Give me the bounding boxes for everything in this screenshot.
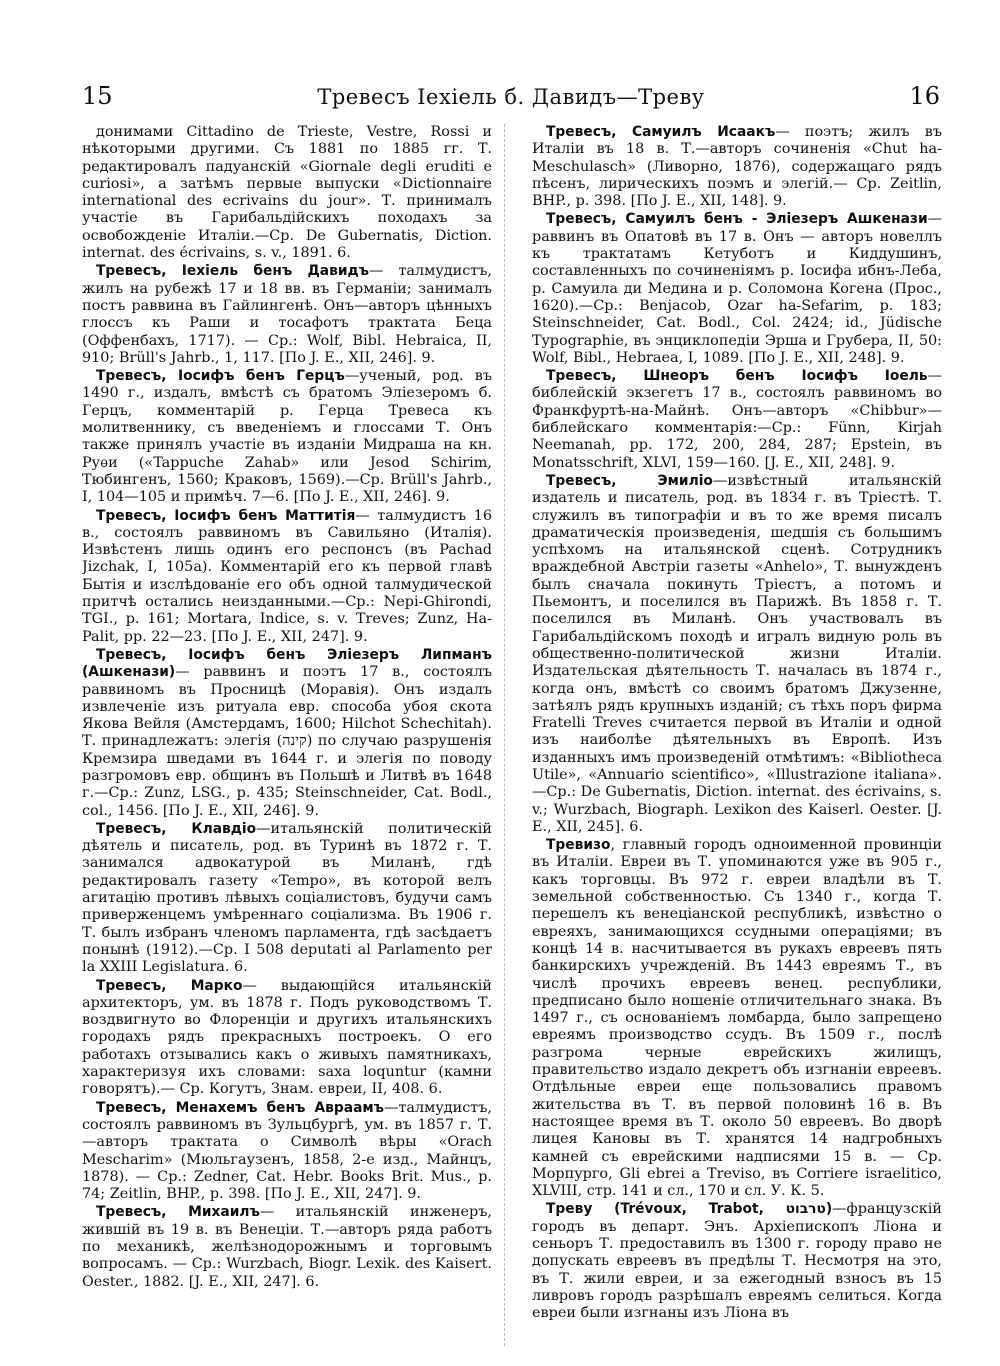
entry-body: —извѣстный итальянскій издатель и писатель, род. въ 1834 г. въ Тріестѣ. Т. служилъ въ типографіи и въ то же время писалъ драматическія произведенія, шедшія съ большимъ успѣхомъ на итальянской сценѣ. Сотрудникъ враждебной Австріи газеты «Anhelo», Т. вынужденъ былъ сначала покинуть Тріестъ, а потомъ и Пьемонтъ, и поселился въ Парижѣ. Въ 1858 г. Т. поселился въ Миланѣ. Онъ участвовалъ въ Гарибальдійскомъ походѣ и игралъ видную роль въ общественно-политической жизни Италіи. Издательская дѣятельность Т. началась въ 1874 г., когда онъ, вмѣстѣ со своимъ братомъ Джузенне, затѣялъ рядъ крупныхъ изданій; съ тѣхъ поръ фирма Fratelli Treves считается первой въ Италіи и одной изъ наиболѣе дѣятельныхъ въ Европѣ. Изъ изданныхъ имъ произведеній отмѣтимъ: «Bibliotheca Utile», «Annuario scientifico», «Illustrazione italiana».—Ср.: De Gubernatis, Diction. internat. des écrivains, s. v.; Wurzbach, Biograph. Lexikon des Kaiserl. Oester. [J. E., XII, 245]. 6.: [532, 472, 942, 835]
page-header: [82, 82, 940, 118]
entry: [82, 647, 492, 820]
entry: [532, 124, 942, 210]
entry-title: Тревесъ, Михаилъ: [96, 1204, 260, 1221]
entry: [532, 211, 942, 367]
entry-title: Тревесъ, Менахемъ бенъ Авраамъ: [96, 1099, 385, 1116]
entry-title: Тревесъ, Самуилъ бенъ - Эліезеръ Ашкенази: [546, 211, 928, 228]
entry-body: — раввинъ въ Опатовѣ въ 17 в. Онъ — авторъ новеллъ къ трактатамъ Кетуботъ и Киддушинъ, составленныхъ по сочиненіямъ р. Іосифа ибнъ-Леба, р. Самуила ди Медина и р. Соломона Когена (Прос., 1620).—Ср.: Benjacob, Ozar ha-Sefarim, p. 183; Steinschneider, Cat. Bodl., Col. 2424; id., Jüdische Typographie, въ энциклопедіи Эрша и Грубера, II, 50: Wolf, Bibl., Hebraea, I, 1089. [По J. E., XII, 248]. 9.: [532, 211, 942, 366]
entry-title: Тревесъ, Марко: [96, 977, 243, 994]
entry-body: — поэтъ; жилъ въ Италіи въ 18 в. Т.—авторъ сочиненія «Chut ha-Meschulasch» (Ливорно, 1876), содержащаго рядъ пѣсенъ, лирическихъ поэмъ и элегій.— Ср. Zeitlin, BHP., p. 398. [По J. E., XII, 148]. 9.: [532, 124, 942, 210]
entry-body: — библейскій экзегетъ 17 в., состоялъ раввиномъ во Франкфуртѣ-на-Майнѣ. Онъ—авторъ «Chibbur»—библейскаго комментарія:—Ср.: Fünn, Kirjah Neemanah, pp. 172, 200, 284, 287; Epstein, въ Monatsschrift, XLVI, 159—160. [J. E., XII, 248]. 9.: [532, 368, 942, 471]
entry-body: — раввинъ и поэтъ 17 в., состоялъ раввиномъ въ Просницѣ (Моравія). Онъ издалъ извлеченіе изъ ритуала евр. способа убоя скота Якова Вейля (Амстердамъ, 1600; Hilchot Schechitah). Т. принадлежатъ: элегія (קינה) по случаю разрушенія Кремзира шведами въ 1644 г. и элегія по поводу разгромовъ евр. общинъ въ Польшѣ и Литвѣ въ 1648 г.—Ср.: Zunz, LSG., p. 435; Steinschneider, Cat. Bodl., col., 1456. [По J. E., XII, 246]. 9.: [82, 664, 492, 819]
entry: [532, 473, 942, 836]
entry: [82, 1100, 492, 1204]
entry-body: —французскій городъ въ департ. Энъ. Архіепископъ Ліона и сеньоръ Т. предоставилъ въ 1300 г. городу право не допускать евреевъ въ предѣлы Т. Несмотря на это, въ Т. жили евреи, и за ежегодный взносъ въ 15 ливровъ городъ разрѣшалъ евреямъ селиться. Когда евреи были изгнаны изъ Ліона въ: [532, 1201, 942, 1322]
entry-title: Тревесъ, Самуилъ Исаакъ: [546, 124, 776, 140]
entry-title: Треву (Trévoux, Trabot, טרבוט): [546, 1201, 833, 1218]
entry-body: , главный городъ одноименной провинціи въ Италіи. Евреи въ Т. упоминаются уже въ 905 г., какъ торговцы. Въ 972 г. евреи владѣли въ Т. земельной собственностью. Съ 1340 г., когда Т. перешелъ къ венеціанской республикѣ, извѣстно о евреяхъ, занимающихся ссудными операціями; въ концѣ 14 в. насчитывается въ рукахъ евреевъ пять банкирскихъ учрежденій. Въ 1443 евреямъ Т., въ числѣ прочихъ евреевъ венец. республики, предписано было ношеніе отличительнаго знака. Въ 1497 г., съ основаніемъ ломбарда, было запрещено евреямъ производство ссудъ. Въ 1509 г., послѣ разгрома черные еврейскихъ жилищъ, правительство издало декретъ объ изгнаніи евреевъ. Отдѣльные евреи еще пользовались правомъ жительства въ Т. въ первой половинѣ 16 в. Въ настоящее время въ Т. около 50 евреевъ. Во дворѣ лицея Кановы въ Т. хранятся 14 надгробныхъ камней съ еврейскими надписями 15 в. — Ср. Морпурго, Gli ebrei a Treviso, въ Corriere israelitico, XLVIII, стр. 141 и сл., 170 и сл. У. К. 5.: [532, 837, 942, 1200]
entry: [82, 508, 492, 646]
entry-title: Тревизо: [546, 837, 611, 854]
entry: [532, 1201, 942, 1322]
entry-title: Тревесъ, Іосифъ бенъ Герцъ: [96, 368, 345, 385]
entry-body: —ученый, род. въ 1490 г., издалъ, вмѣстѣ съ братомъ Эліезеромъ б. Герцъ, комментарій р. Герца Тревеса къ молитвеннику, съ введеніемъ и глоссами Т. Онъ также принялъ участіе въ изданіи Мидраша на кн. Руѳи («Tappuche Zahab» или Jesod Schirim, Тюбингенъ, 1560; Краковъ, 1569).—Ср. Brüll's Jahrb., I, 104—105 и примѣч. 7—6. [По J. E., XII, 246]. 9.: [82, 368, 492, 506]
entry: [82, 978, 492, 1099]
entry-title: Тревесъ, Эмиліо: [546, 472, 713, 489]
entry: [532, 837, 942, 1200]
entry-title: Тревесъ, Іехіель бенъ Давидъ: [96, 263, 370, 280]
right-column: [532, 124, 942, 1346]
left-column: [82, 124, 505, 1346]
left-page-number: 15: [82, 82, 113, 110]
entry-body: —талмудистъ, состоялъ раввиномъ въ Зульцбургѣ, ум. въ 1857 г. Т.—авторъ трактата о Символѣ вѣры «Orach Mescharim» (Мюльгаузенъ, 1858, 2-е изд., Майнцъ, 1878). — Ср.: Zedner, Cat. Hebr. Books Brit. Mus., p. 74; Zeitlin, BHP., p. 398. [По J. E., XII, 247]. 9.: [82, 1099, 492, 1203]
running-head: Тревесъ Іехіель б. Давидъ—Треву: [317, 85, 705, 109]
entry: [532, 368, 942, 472]
entry-body: — талмудистъ, жилъ на рубежѣ 17 и 18 вв. въ Германіи; занималъ постъ раввина въ Гайлингенѣ. Онъ—авторъ цѣнныхъ глоссъ къ Раши и тосафотъ трактата Беца (Оффенбахъ, 1717). — Ср.: Wolf, Bibl. Hebraica, II, 910; Brüll's Jahrb., 1, 117. [По J. E., XII, 246]. 9.: [82, 263, 493, 366]
entry-title: Тревесъ, Іосифъ бенъ Эліезеръ Липманъ (Ашкенази): [82, 646, 492, 681]
entry-body: донимами Cittadino de Trieste, Vestre, Rossi и нѣкоторыми другими. Съ 1881 по 1885 гг. Т. редактировалъ падуанскій «Giornale degli eruditi e curiosi», а затѣмъ первые выпуски «Dictionnaire international des ecrivains du jour». Т. принималъ участіе въ Гарибальдійскихъ походахъ за освобожденіе Италіи.—Ср. De Gubernatis, Diction. internat. des écrivains, s. v., 1891. 6.: [82, 124, 492, 262]
entry-body: —итальянскій политическій дѣятель и писатель, род. въ Туринѣ въ 1872 г. Т. занимался адвокатурой въ Миланѣ, гдѣ редактировалъ газету «Tempo», въ которой велъ агитацію противъ лѣвыхъ соціалистовъ, будучи самъ приверженцемъ умѣреннаго соціализма. Въ 1906 г. Т. былъ избранъ членомъ парламента, гдѣ засѣдаетъ понынѣ (1912).—Ср. I 508 deputati al Parlamento per la XXIII Legislatura. 6.: [82, 820, 492, 976]
entry-body: — итальянскій инженеръ, жившій въ 19 в. въ Венеціи. Т.—авторъ ряда работъ по механикѣ, желѣзнодорожнымъ и торговымъ вопросамъ. — Ср.: Wurzbach, Biogr. Lexik. des Kaisert. Oester., 1882. [J. E., XII, 247]. 6.: [82, 1204, 492, 1290]
entry: [82, 368, 492, 506]
entry-title: Тревесъ, Іосифъ бенъ Маттитія: [96, 507, 356, 524]
entry: [82, 124, 492, 262]
entry-body: — талмудистъ 16 в., состоялъ раввиномъ въ Савильяно (Италія). Извѣстенъ лишь одинъ его респонсъ (въ Pachad Jizchak, I, 105a). Комментарій его къ первой главѣ Бытія и изслѣдованіе его объ одной талмудической притчѣ остались неизданными.—Ср.: Nepi-Ghirondi, TGI., p. 161; Mortara, Indice, s. v. Treves; Zunz, Ha-Palit, pp. 22—23. [По J. E., XII, 247]. 9.: [82, 507, 493, 645]
entry-body: — выдающійся итальянскій архитекторъ, ум. въ 1878 г. Подъ руководствомъ Т. воздвигнуто во Флоренціи и другихъ итальянскихъ городахъ рядъ прекрасныхъ построекъ. О его работахъ отзывались какъ о живыхъ памятникахъ, характеризуя ихъ словами: saxa loquntur (камни говорятъ).— Ср. Когутъ, Знам. евреи, II, 408. 6.: [82, 977, 492, 1098]
entry: [82, 1204, 492, 1290]
entry-title: Тревесъ, Клавдіо: [96, 820, 257, 837]
entry: [82, 263, 492, 367]
entry: [82, 821, 492, 977]
text-columns: [82, 124, 942, 1346]
right-page-number: 16: [909, 82, 940, 110]
entry-title: Тревесъ, Шнеоръ бенъ Іосифъ Іоель: [546, 368, 928, 385]
